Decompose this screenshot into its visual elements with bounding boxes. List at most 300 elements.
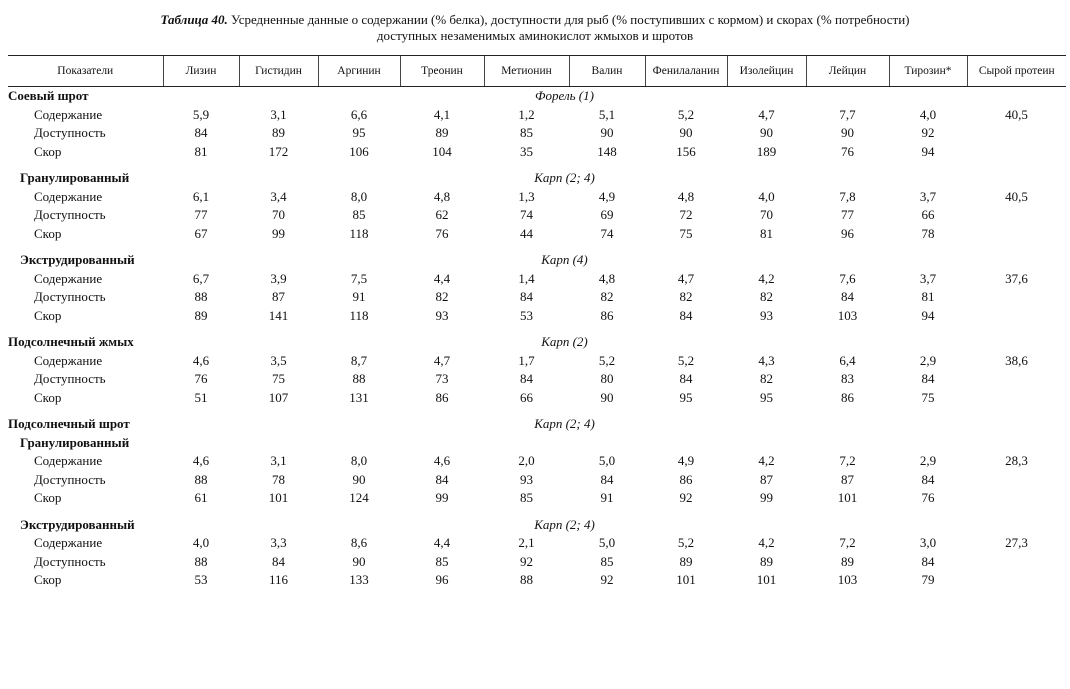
- row-label: Скор: [34, 143, 62, 159]
- value-cell: 53: [194, 572, 208, 588]
- group-label: Подсолнечный шрот: [8, 416, 130, 432]
- value-cell: 5,0: [598, 535, 616, 551]
- value-cell: 4,1: [433, 106, 451, 122]
- value-cell: 96: [841, 225, 854, 241]
- value-cell: 3,7: [919, 188, 937, 204]
- value-cell: 90: [352, 553, 366, 569]
- value-cell: 5,2: [677, 352, 695, 368]
- value-cell: 92: [520, 553, 533, 569]
- table-row: [8, 106, 1066, 125]
- value-cell: 7,6: [839, 270, 856, 286]
- value-cell: 84: [841, 289, 854, 305]
- value-cell: 85: [435, 553, 449, 569]
- value-cell: 4,0: [919, 106, 937, 122]
- subgroup-row: [8, 434, 1066, 453]
- value-cell: [967, 124, 1066, 143]
- row-label: Содержание: [34, 270, 103, 286]
- value-cell: 90: [841, 125, 854, 141]
- empty-cell: [727, 87, 806, 106]
- spacer-cell: [8, 508, 1066, 516]
- table-row: [8, 489, 1066, 508]
- table-row: [8, 534, 1066, 553]
- value-cell: 72: [679, 207, 693, 223]
- value-cell: 3,7: [919, 270, 937, 286]
- row-label: Скор: [34, 389, 62, 405]
- value-cell: 116: [268, 572, 289, 588]
- group-header-row: [8, 516, 1066, 535]
- value-cell: 133: [349, 572, 369, 588]
- subgroup-label: Экструдированный: [20, 252, 135, 268]
- value-cell: [967, 225, 1066, 244]
- value-cell: [967, 206, 1066, 225]
- value-cell: 38,6: [1005, 352, 1028, 368]
- value-cell: 85: [520, 490, 533, 506]
- value-cell: 37,6: [1005, 270, 1028, 286]
- empty-cell: [239, 169, 318, 188]
- caption-text-line2: доступных незаменимых аминокислот жмыхов и шротов: [376, 28, 694, 43]
- subgroup-label: Гранулированный: [20, 434, 130, 450]
- value-cell: 6,7: [192, 270, 210, 286]
- empty-cell: [967, 434, 1066, 453]
- value-cell: 89: [841, 553, 854, 569]
- value-cell: [967, 370, 1066, 389]
- value-cell: 93: [520, 471, 533, 487]
- empty-cell: [967, 516, 1066, 535]
- value-cell: 4,8: [677, 188, 695, 204]
- empty-cell: [239, 434, 318, 453]
- value-cell: 8,0: [350, 188, 368, 204]
- spacer-cell: [8, 243, 1066, 251]
- column-header: Фенилаланин: [645, 56, 727, 87]
- value-cell: 35: [520, 143, 533, 159]
- value-cell: [967, 553, 1066, 572]
- column-header: Сырой протеин: [967, 56, 1066, 87]
- value-cell: 101: [676, 572, 696, 588]
- column-header: Лизин: [163, 56, 239, 87]
- value-cell: 4,0: [192, 535, 210, 551]
- empty-cell: [318, 434, 400, 453]
- value-cell: 7,7: [839, 106, 856, 122]
- value-cell: 172: [268, 143, 289, 159]
- value-cell: [967, 288, 1066, 307]
- value-cell: 90: [352, 471, 366, 487]
- column-header: Изолейцин: [727, 56, 806, 87]
- table-row: [8, 571, 1066, 590]
- value-cell: 92: [921, 125, 935, 141]
- value-cell: 75: [272, 371, 285, 387]
- value-cell: 1,2: [518, 106, 535, 122]
- value-cell: 93: [760, 307, 773, 323]
- section-title: Карп (2): [541, 334, 588, 350]
- value-cell: 84: [435, 471, 449, 487]
- empty-cell: [889, 516, 967, 535]
- value-cell: 189: [756, 143, 777, 159]
- value-cell: 5,2: [677, 535, 695, 551]
- table-row: [8, 452, 1066, 471]
- group-header-row: [8, 251, 1066, 270]
- spacer-cell: [8, 325, 1066, 333]
- section-title: Карп (2; 4): [534, 516, 595, 532]
- value-cell: 96: [435, 572, 449, 588]
- empty-cell: [806, 251, 889, 270]
- value-cell: 80: [600, 371, 614, 387]
- value-cell: 92: [600, 572, 614, 588]
- value-cell: 90: [760, 125, 773, 141]
- empty-cell: [239, 516, 318, 535]
- value-cell: 4,4: [433, 535, 451, 551]
- empty-cell: [569, 434, 645, 453]
- empty-cell: [645, 87, 727, 106]
- empty-cell: [163, 251, 239, 270]
- row-label: Доступность: [34, 371, 106, 387]
- empty-cell: [889, 251, 967, 270]
- empty-cell: [806, 169, 889, 188]
- value-cell: 104: [432, 143, 452, 159]
- value-cell: 86: [841, 389, 854, 405]
- value-cell: 124: [349, 490, 369, 506]
- empty-cell: [806, 516, 889, 535]
- value-cell: 4,9: [677, 453, 695, 469]
- value-cell: [967, 389, 1066, 408]
- value-cell: 4,7: [677, 270, 695, 286]
- value-cell: 84: [679, 371, 693, 387]
- value-cell: 4,7: [758, 106, 775, 122]
- caption-label: Таблица 40.: [160, 12, 228, 27]
- row-label: Содержание: [34, 352, 103, 368]
- value-cell: 83: [841, 371, 854, 387]
- value-cell: 3,0: [919, 535, 937, 551]
- value-cell: 118: [349, 307, 369, 323]
- value-cell: 2,1: [518, 535, 535, 551]
- spacer-row: [8, 508, 1066, 516]
- empty-cell: [967, 333, 1066, 352]
- value-cell: 106: [349, 143, 369, 159]
- empty-cell: [239, 251, 318, 270]
- table-row: [8, 307, 1066, 326]
- value-cell: 95: [760, 389, 773, 405]
- value-cell: 95: [679, 389, 693, 405]
- empty-cell: [806, 333, 889, 352]
- empty-cell: [645, 333, 727, 352]
- value-cell: 6,1: [192, 188, 210, 204]
- table-row: [8, 471, 1066, 490]
- value-cell: 5,2: [598, 352, 616, 368]
- value-cell: 28,3: [1005, 453, 1028, 469]
- column-header: Гистидин: [239, 56, 318, 87]
- empty-cell: [645, 415, 727, 434]
- value-cell: 76: [435, 225, 449, 241]
- value-cell: 107: [268, 389, 289, 405]
- value-cell: 76: [841, 143, 854, 159]
- empty-cell: [967, 415, 1066, 434]
- value-cell: 88: [520, 572, 533, 588]
- value-cell: 2,9: [919, 352, 937, 368]
- empty-cell: [318, 516, 400, 535]
- row-label: Содержание: [34, 106, 103, 122]
- value-cell: 148: [597, 143, 617, 159]
- empty-cell: [967, 251, 1066, 270]
- value-cell: 78: [921, 225, 935, 241]
- empty-cell: [727, 169, 806, 188]
- value-cell: 86: [435, 389, 449, 405]
- value-cell: 82: [435, 289, 449, 305]
- value-cell: 4,7: [433, 352, 451, 368]
- empty-cell: [163, 169, 239, 188]
- empty-cell: [239, 333, 318, 352]
- column-header: Тирозин*: [889, 56, 967, 87]
- value-cell: 1,7: [518, 352, 535, 368]
- value-cell: 6,4: [839, 352, 856, 368]
- group-label: Подсолнечный жмых: [8, 334, 134, 350]
- value-cell: 4,2: [758, 453, 775, 469]
- row-label: Скор: [34, 572, 62, 588]
- empty-cell: [727, 415, 806, 434]
- value-cell: 4,8: [598, 270, 616, 286]
- value-cell: 81: [760, 225, 773, 241]
- value-cell: 66: [520, 389, 533, 405]
- table-row: [8, 143, 1066, 162]
- empty-cell: [645, 516, 727, 535]
- value-cell: 7,2: [839, 535, 856, 551]
- row-label: Доступность: [34, 289, 106, 305]
- spacer-row: [8, 407, 1066, 415]
- value-cell: 103: [837, 307, 858, 323]
- value-cell: 4,9: [598, 188, 616, 204]
- value-cell: 62: [435, 207, 449, 223]
- value-cell: 3,5: [270, 352, 287, 368]
- value-cell: 99: [272, 225, 285, 241]
- group-header-row: [8, 333, 1066, 352]
- column-header: Аргинин: [318, 56, 400, 87]
- value-cell: 77: [194, 207, 208, 223]
- value-cell: 2,0: [518, 453, 535, 469]
- value-cell: 89: [435, 125, 449, 141]
- value-cell: 5,2: [677, 106, 695, 122]
- value-cell: 78: [272, 471, 285, 487]
- column-header: Показатели: [8, 56, 163, 87]
- value-cell: 76: [194, 371, 208, 387]
- value-cell: 101: [837, 490, 858, 506]
- empty-cell: [645, 251, 727, 270]
- value-cell: 3,4: [270, 188, 287, 204]
- value-cell: 70: [760, 207, 773, 223]
- row-label: Скор: [34, 490, 62, 506]
- empty-cell: [239, 415, 318, 434]
- value-cell: 66: [921, 207, 935, 223]
- value-cell: 86: [600, 307, 614, 323]
- value-cell: 40,5: [1005, 188, 1028, 204]
- value-cell: 7,8: [839, 188, 856, 204]
- empty-cell: [727, 251, 806, 270]
- value-cell: [967, 489, 1066, 508]
- value-cell: 51: [194, 389, 208, 405]
- group-header-row: [8, 87, 1066, 106]
- value-cell: 90: [600, 125, 614, 141]
- value-cell: 53: [520, 307, 533, 323]
- value-cell: 84: [679, 307, 693, 323]
- empty-cell: [645, 434, 727, 453]
- value-cell: 6,6: [350, 106, 368, 122]
- row-label: Скор: [34, 307, 62, 323]
- value-cell: 4,6: [192, 352, 210, 368]
- value-cell: 1,4: [518, 270, 535, 286]
- value-cell: 4,2: [758, 535, 775, 551]
- empty-cell: [727, 516, 806, 535]
- value-cell: 4,0: [758, 188, 775, 204]
- empty-cell: [967, 87, 1066, 106]
- value-cell: 74: [600, 225, 614, 241]
- value-cell: 85: [600, 553, 614, 569]
- empty-cell: [163, 87, 239, 106]
- value-cell: 103: [837, 572, 858, 588]
- section-title: Карп (2; 4): [534, 170, 595, 186]
- table-row: [8, 553, 1066, 572]
- value-cell: 88: [352, 371, 366, 387]
- column-header: Валин: [569, 56, 645, 87]
- value-cell: 84: [194, 125, 208, 141]
- value-cell: 4,4: [433, 270, 451, 286]
- empty-cell: [400, 169, 484, 188]
- value-cell: 4,3: [758, 352, 775, 368]
- value-cell: 89: [679, 553, 693, 569]
- value-cell: 5,0: [598, 453, 616, 469]
- table-row: [8, 288, 1066, 307]
- empty-cell: [889, 415, 967, 434]
- value-cell: 84: [520, 289, 533, 305]
- value-cell: 70: [272, 207, 285, 223]
- group-label: Соевый шрот: [8, 88, 89, 104]
- value-cell: 82: [600, 289, 614, 305]
- value-cell: 82: [760, 371, 773, 387]
- table-row: [8, 188, 1066, 207]
- table-row: [8, 124, 1066, 143]
- value-cell: 77: [841, 207, 854, 223]
- value-cell: 8,0: [350, 453, 368, 469]
- value-cell: 84: [520, 371, 533, 387]
- value-cell: 84: [272, 553, 285, 569]
- empty-cell: [239, 87, 318, 106]
- empty-cell: [727, 333, 806, 352]
- empty-cell: [889, 333, 967, 352]
- empty-cell: [889, 169, 967, 188]
- value-cell: 99: [435, 490, 449, 506]
- empty-cell: [163, 333, 239, 352]
- value-cell: 87: [272, 289, 285, 305]
- table-caption: [0, 12, 1070, 44]
- empty-cell: [967, 169, 1066, 188]
- value-cell: 90: [679, 125, 693, 141]
- empty-cell: [727, 434, 806, 453]
- group-header-row: [8, 169, 1066, 188]
- section-title: Форель (1): [535, 88, 594, 104]
- value-cell: 118: [349, 225, 369, 241]
- section-title: Карп (2; 4): [534, 416, 595, 432]
- row-label: Содержание: [34, 535, 103, 551]
- spacer-cell: [8, 161, 1066, 169]
- value-cell: 84: [921, 371, 935, 387]
- empty-cell: [400, 415, 484, 434]
- row-label: Доступность: [34, 207, 106, 223]
- value-cell: 94: [921, 307, 935, 323]
- value-cell: [967, 143, 1066, 162]
- value-cell: 61: [194, 490, 208, 506]
- subgroup-label: Экструдированный: [20, 516, 135, 532]
- value-cell: 75: [921, 389, 935, 405]
- column-header: Треонин: [400, 56, 484, 87]
- value-cell: [967, 571, 1066, 590]
- value-cell: 91: [352, 289, 366, 305]
- value-cell: 8,7: [350, 352, 368, 368]
- table-row: [8, 370, 1066, 389]
- empty-cell: [400, 516, 484, 535]
- table-row: [8, 389, 1066, 408]
- value-cell: 84: [600, 471, 614, 487]
- value-cell: 67: [194, 225, 208, 241]
- table-row: [8, 225, 1066, 244]
- value-cell: 94: [921, 143, 935, 159]
- empty-cell: [889, 87, 967, 106]
- row-label: Доступность: [34, 471, 106, 487]
- value-cell: 101: [756, 572, 777, 588]
- value-cell: 86: [679, 471, 693, 487]
- subgroup-label: Гранулированный: [20, 170, 130, 186]
- value-cell: 8,6: [350, 535, 368, 551]
- header-row: [8, 56, 1066, 87]
- value-cell: 74: [520, 207, 533, 223]
- group-header-row: [8, 415, 1066, 434]
- value-cell: 4,8: [433, 188, 451, 204]
- spacer-row: [8, 325, 1066, 333]
- value-cell: 90: [600, 389, 614, 405]
- value-cell: 3,3: [270, 535, 287, 551]
- empty-cell: [484, 434, 569, 453]
- value-cell: 44: [520, 225, 533, 241]
- value-cell: [967, 307, 1066, 326]
- empty-cell: [163, 434, 239, 453]
- section-title: Карп (4): [541, 252, 588, 268]
- empty-cell: [318, 87, 400, 106]
- table-row: [8, 270, 1066, 289]
- table-row: [8, 352, 1066, 371]
- value-cell: 93: [435, 307, 449, 323]
- empty-cell: [318, 251, 400, 270]
- empty-cell: [806, 87, 889, 106]
- value-cell: 95: [352, 125, 366, 141]
- value-cell: 73: [435, 371, 449, 387]
- value-cell: [967, 471, 1066, 490]
- value-cell: 87: [841, 471, 854, 487]
- empty-cell: [889, 434, 967, 453]
- empty-cell: [163, 516, 239, 535]
- value-cell: 27,3: [1005, 535, 1028, 551]
- empty-cell: [318, 415, 400, 434]
- value-cell: 4,2: [758, 270, 775, 286]
- value-cell: 75: [679, 225, 693, 241]
- value-cell: 81: [194, 143, 208, 159]
- empty-cell: [318, 333, 400, 352]
- value-cell: 4,6: [192, 453, 210, 469]
- value-cell: 141: [268, 307, 289, 323]
- caption-text-line1: Усредненные данные о содержании (% белка), доступности для рыб (% поступивших с кормом) и скорах (% потребности): [227, 12, 910, 27]
- spacer-row: [8, 161, 1066, 169]
- value-cell: 89: [194, 307, 208, 323]
- value-cell: 5,9: [192, 106, 210, 122]
- table-row: [8, 206, 1066, 225]
- value-cell: 84: [921, 471, 935, 487]
- value-cell: 88: [194, 553, 208, 569]
- value-cell: 81: [921, 289, 935, 305]
- row-label: Содержание: [34, 188, 103, 204]
